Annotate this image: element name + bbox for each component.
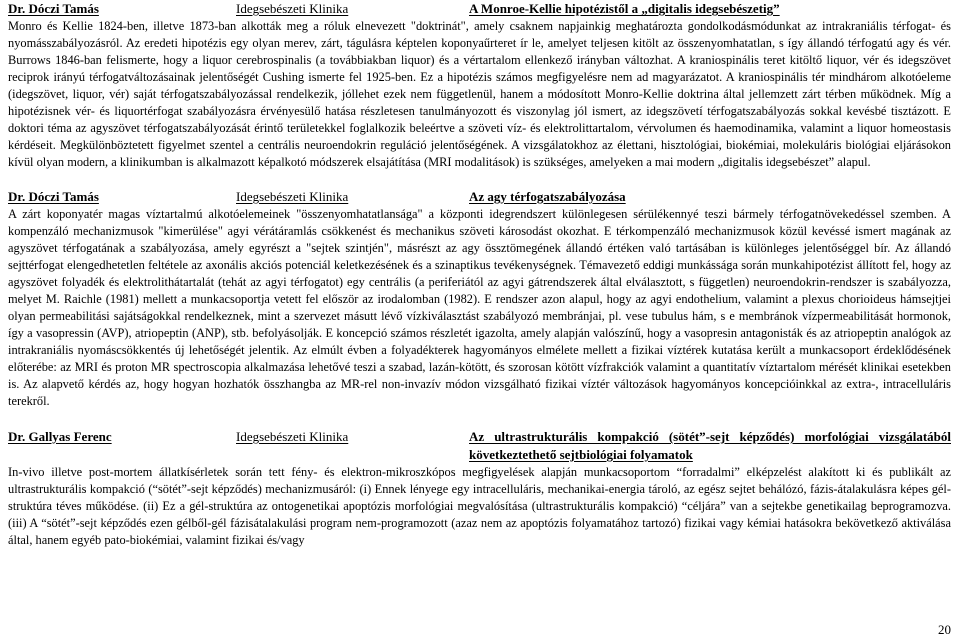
entry-header — [8, 188, 951, 206]
clinic-name: Idegsebészeti Klinika — [236, 189, 349, 204]
author-name: Dr. Gallyas Ferenc — [8, 429, 112, 444]
abstract-entry-1 — [8, 0, 951, 171]
entry-body: In-vivo illetve post-mortem állatkísérletek során tett fény- és elektron-mikroszkópos megfigyelések alapján munkacsoportom “forradalmi” elképzelést alakított ki és publikált az ultrastrukturális kompakció (“sötét”-sejt képződés) mechanizmusáról: (i) Ennek lényege egy intracelluláris, mechanikai-energia tároló, az egész sejtet behálózó, fázis-átalakulásra képes gél-struktúra téves működése. (ii) Ez a gél-struktúra az ontogenetikai apoptózis morfológiai megvalósítása (ultrastrukturális kompakció) “céljára” van a sejtekbe genetikailag beprogramozva. (iii) A “sötét”-sejt képződés ezen gélből-gél fázisátalakulási program nem-programozott (azaz nem az apoptózis folyamatához tartozó) fizikai vagy kémiai hatásokra bekövetkező aktiválása által, hanem egyéb pato-biokémiai, valamint fizikai és/vagy — [8, 465, 951, 547]
entry-title: Az agy térfogatszabályozása — [469, 189, 626, 204]
entry-header — [8, 428, 951, 464]
entry-title: A Monroe-Kellie hipotézistől a „digitalis idegsebészetig” — [469, 1, 780, 16]
entry-body: A zárt koponyatér magas víztartalmú alkotóelemeinek "összenyomhatatlansága" a központi idegrendszert különlegesen sérülékennyé teszi bármely térfogatnövekedéssel szemben. A kompenzáló mechanizmusok "kimerülése" agyi vérátáramlás csökkenést és mechanikus szöveti károsodást okozhat. E térkompenzáló mechanizmusok közül kevéssé ismert magának az agyszövet térfogatának a szabályozása, amely egyrészt a "sejtek szintjén", másrészt az agy össztömegének állandó értéken való tartásában is különleges jelentőséggel bír. Az állandó sejttérfogat elengedhetetlen feltétele az axonális akciós potenciál keletkezésének és a szinaptikus tevékenységnek. Témavezető eddigi munkássága során munkahipotézist állított fel, hogy az agyszövet folyadék és elektrolithátartalát (tehát az agyi térfogatot) egy centrális (a periferiától az agyi gátrendszerek által elválasztott, s független) neuroendokrin-rendszer is szabályozza, melyet M. Raichle (1981) mellett a munkacsoportja vetett fel először az irodalomban (1982). E rendszer azon alapul, hogy az agyi endothelium, valamint a plexus chorioideus hámsejtjei olyan permeabilitási sajátságokkal rendelkeznek, mint a szervezet másutt lévő vízkiválasztást szabályozó membránjai, pl. vese tubulus hám, s e membránok vízpermeabilitását hormonok, így a vasopressin (AVP), atriopeptin (ANP), stb. befolyásolják. E koncepció számos részletét igazolta, amely alapján valószínű, hogy a vasopresin antagonisták és az atriopeptin analógok az intrakraniális nyomáscsökkentés új lehetőségét jelentik. Az elmúlt évben a folyadékterek hagyományos elmélete mellett a fizikai víztérek kutatása került a munkacsoport érdeklődésének előterébe: az MRI és proton MR spectroscopia alkalmazása lehetővé teszi a szabad, lazán-kötött, és szorosan kötött vízfrakciók valamint a quantitatív víztartalom mérését klinikai esetekben is. Az alapvető kérdés az, hogy hogyan hozhatók összhangba az MR-rel non-invazív módon vizsgálható fizikai víztér változások hagyományos koncepcióinkkal az extra-, intracelluláris terekről. — [8, 207, 951, 408]
clinic-name: Idegsebészeti Klinika — [236, 1, 349, 16]
entry-title: Az ultrastrukturális kompakció (sötét”-sejt képződés) morfológiai vizsgálatából következtethető sejtbiológiai folyamatok — [469, 429, 951, 462]
entry-body: Monro és Kellie 1824-ben, illetve 1873-ban alkották meg a róluk elnevezett "doktrinát", amely csaknem napjainkig meghatározta gondolkodásmódunkat az intrakraniális térfogat- és nyomásszabályozásról. Az eredeti hipotézis egy olyan merev, zárt, tágulásra képtelen koponyaűrteret ír le, amelyet teljesen kitölt az összenyomhatatlan, s így állandó térfogatú agy és vér. Burrows 1846-ban felismerte, hogy a liquor cerebrospinalis (a továbbiakban liquor) és a vértartalom ellenkező irányban változhat. A kraniospinális teret kitöltő liquor, vér és idegszövet reciprok irányú térfogatváltozásainak jelentőségét Cushing ismerte fel 1925-ben. Ez a hipotézis számos megfigyelésre nem ad magyarázatot. A kraniospinális tér mindhárom alkotóeleme (idegszövet, liquor, vér) saját térfogatszabályozással rendelkezik, jóllehet ezek nem függetlenül, hanem a módosított Monro-Kellie doktrina által jellemzett zárt térben működnek. Míg a hipotézisnek vér- és liquortérfogat szabályozásra érvényesülő hatása részletesen tanulmányozott és viszonylag jól ismert, az idegszövetí térfogatszabályozás sokkal kevésbé tisztázott. E doktori téma az agyszövet térfogatszabályozását érintő területekkel foglalkozik beleértve a szöveti víz- és elektrolittartalom, vérvolumen és haemodinamika, valamint a liquor homeostasis kérdéseit. Megkülönböztetett figyelmet szentel a centrális neuroendokrin reguláció jelentőségének. A vizsgálatokhoz az élettani, hisztológiai, biokémiai, molekuláris biológiai eljárásokon kívül olyan modern, a klinikumban is alkalmazott képalkotó módszerek elsajátítása (MRI modalitások) is szükséges, amelyeken a mai modern „digitalis idegsebészet” alapul. — [8, 19, 951, 169]
abstract-entry-2 — [8, 188, 951, 410]
abstract-entry-3 — [8, 428, 951, 549]
spacer — [8, 410, 951, 428]
entry-header — [8, 0, 951, 18]
document-page — [8, 0, 951, 549]
spacer — [8, 171, 951, 188]
clinic-name: Idegsebészeti Klinika — [236, 429, 349, 444]
author-name: Dr. Dóczi Tamás — [8, 189, 99, 204]
page-number: 20 — [938, 622, 951, 637]
author-name: Dr. Dóczi Tamás — [8, 1, 99, 16]
